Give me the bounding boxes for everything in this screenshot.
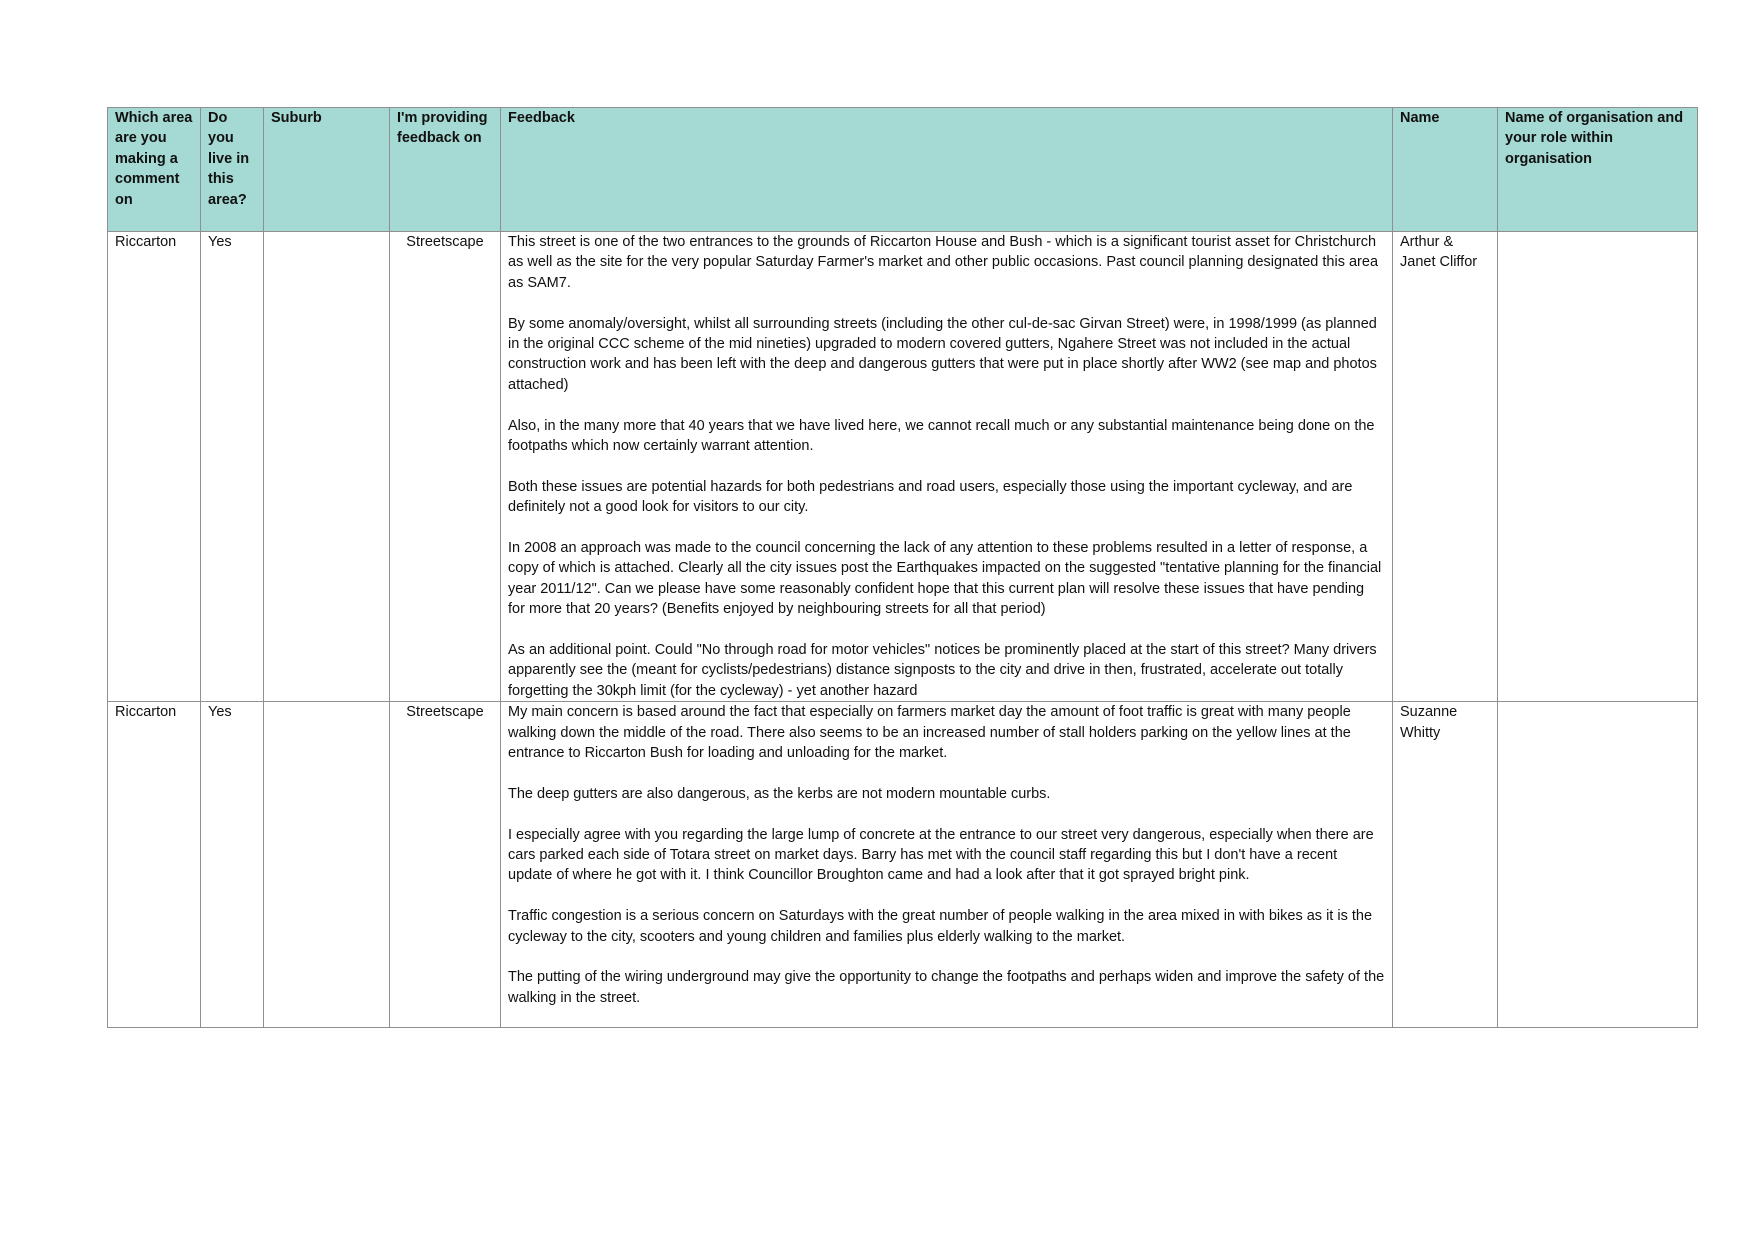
feedback-paragraph: Both these issues are potential hazards for both pedestrians and road users, especially those using the important cycleway, and are definitely not a good look for visitors to our city. xyxy=(508,478,1353,516)
feedback-paragraph: My main concern is based around the fact that especially on farmers market day the amount of foot traffic is great with many people walking down the middle of the road. There also seems to be an increased number of stall holders parking on the yellow lines at the entrance to Riccarton Bush for loading and unloading for the market. xyxy=(508,704,1351,762)
cell-feedback xyxy=(501,702,1393,1028)
cell-organisation xyxy=(1498,232,1698,702)
cell-live-in-area: Yes xyxy=(201,232,264,702)
cell-feedback-on: Streetscape xyxy=(390,702,501,1028)
table-row xyxy=(108,702,1698,1028)
cell-name: Arthur & Janet Cliffor xyxy=(1393,232,1498,702)
cell-feedback-on: Streetscape xyxy=(390,232,501,702)
cell-suburb xyxy=(264,702,390,1028)
table-row xyxy=(108,232,1698,702)
cell-suburb xyxy=(264,232,390,702)
cell-area: Riccarton xyxy=(108,702,201,1028)
feedback-paragraph: This street is one of the two entrances to the grounds of Riccarton House and Bush - which is a significant tourist asset for Christchurch as well as the site for the very popular Saturday Farmer's market and other public occasions. Past council planning designated this area as SAM7. xyxy=(508,234,1379,291)
header-suburb: Suburb xyxy=(264,108,390,232)
header-area: Which area are you making a comment on xyxy=(108,108,201,232)
header-name: Name xyxy=(1393,108,1498,232)
feedback-paragraph: Traffic congestion is a serious concern on Saturdays with the great number of people walking in the area mixed in with bikes as it is the cycleway to the city, scooters and young children and families plus elderly walking to the market. xyxy=(508,908,1373,945)
header-feedback: Feedback xyxy=(501,108,1393,232)
feedback-paragraph: Also, in the many more that 40 years that we have lived here, we cannot recall much or any substantial maintenance being done on the footpaths which now certainly warrant attention. xyxy=(508,417,1375,455)
cell-live-in-area: Yes xyxy=(201,702,264,1028)
feedback-paragraph: I especially agree with you regarding the large lump of concrete at the entrance to our street very dangerous, especially when there are cars parked each side of Totara street on market days. Barry has met with the council staff regarding this but I don't have a recent update of where he got with it. I think Councillor Broughton came and had a look after that it got sprayed bright pink. xyxy=(508,826,1374,884)
cell-organisation xyxy=(1498,702,1698,1028)
feedback-paragraph: By some anomaly/oversight, whilst all surrounding streets (including the other cul-de-sac Girvan Street) were, in 1998/1999 (as planned in the original CCC scheme of the mid nineties) upgraded to modern covered gutters, Ngahere Street was not included in the actual construction work and has been left with the deep and dangerous gutters that were put in place shortly after WW2 (see map and photos attached) xyxy=(508,315,1377,393)
feedback-paragraph: The putting of the wiring underground may give the opportunity to change the footpaths and perhaps widen and improve the safety of the walking in the street. xyxy=(508,969,1385,1006)
header-organisation: Name of organisation and your role within organisation xyxy=(1498,108,1698,232)
feedback-table xyxy=(107,107,1698,1028)
cell-name: Suzanne Whitty xyxy=(1393,702,1498,1028)
feedback-paragraph: As an additional point. Could "No through road for motor vehicles" notices be prominently placed at the start of this street? Many drivers apparently see the (meant for cyclists/pedestrians) distance signposts to the city and drive in then, frustrated, accelerate out totally forgetting the 30kph limit (for the cycleway) - yet another hazard xyxy=(508,642,1377,699)
header-feedback-on: I'm providing feedback on xyxy=(390,108,501,232)
cell-area: Riccarton xyxy=(108,232,201,702)
feedback-paragraph: In 2008 an approach was made to the council concerning the lack of any attention to these problems resulted in a letter of response, a copy of which is attached. Clearly all the city issues post the Earthquakes impacted on the suggested "tentative planning for the financial year 2011/12". Can we please have some reasonably confident hope that this current plan will resolve these issues that have pending for more that 20 years? (Benefits enjoyed by neighbouring streets for all that period) xyxy=(508,540,1382,618)
cell-feedback xyxy=(501,232,1393,702)
feedback-paragraph: The deep gutters are also dangerous, as the kerbs are not modern mountable curbs. xyxy=(508,785,1051,802)
table-header-row xyxy=(108,108,1698,232)
header-live-in-area: Do you live in this area? xyxy=(201,108,264,232)
